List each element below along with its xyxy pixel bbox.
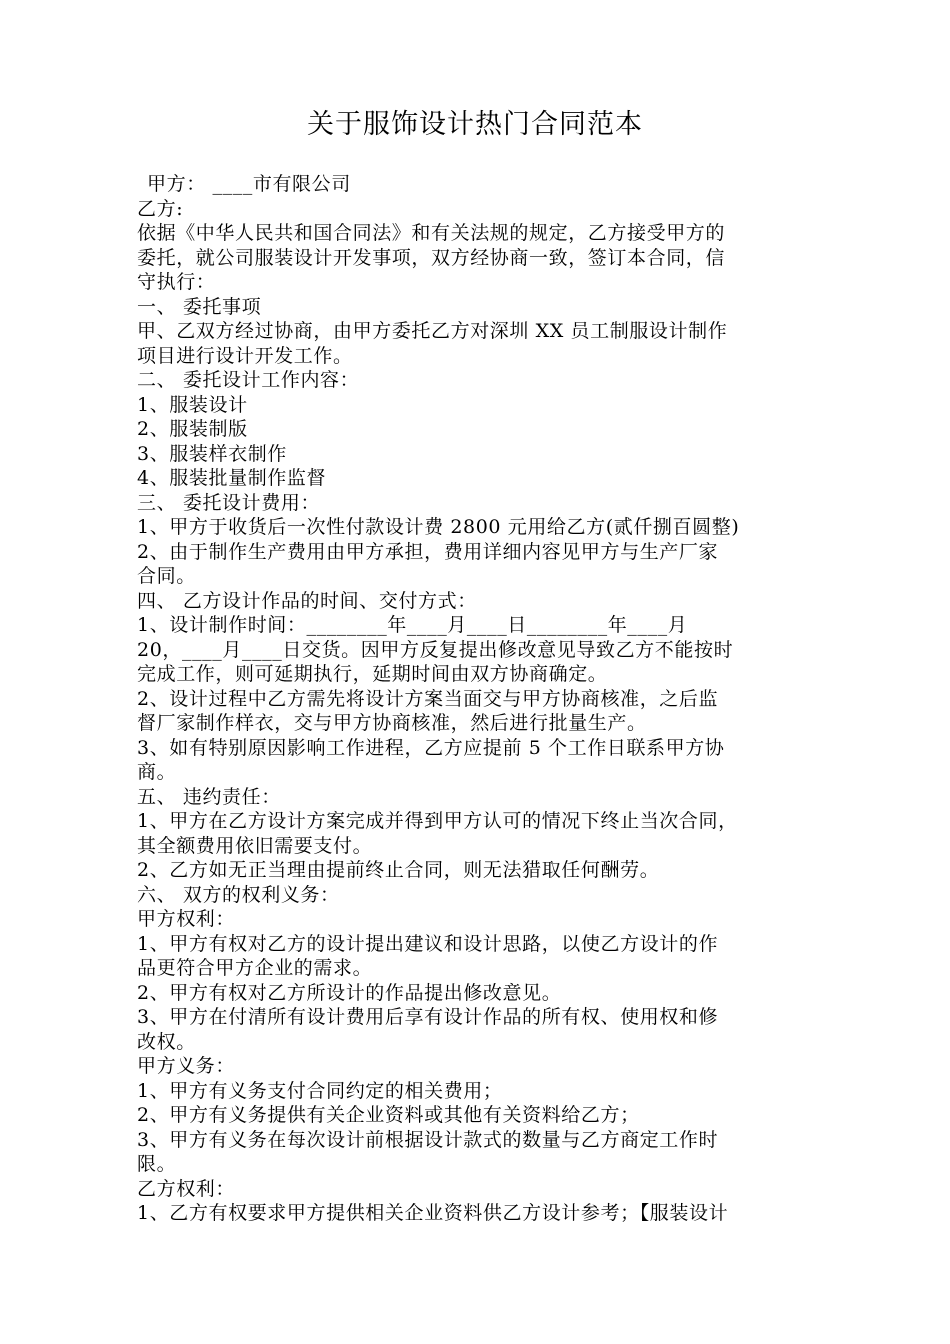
document-line: 商。 [137,761,177,783]
document-line: 3、服装样衣制作 [137,442,287,465]
document-line: 1、乙方有权要求甲方提供相关企业资料供乙方设计参考；【服装设计 [137,1202,729,1224]
document-line: 甲方义务： [137,1055,236,1077]
document-line: 甲方： ____市有限公司 [147,173,351,195]
document-line: 一、 委托事项 [137,295,262,318]
document-line: 2、设计过程中乙方需先将设计方案当面交与甲方协商核准，之后监 [137,687,719,710]
document-line: 依据《中华人民共和国合同法》和有关法规的规定，乙方接受甲方的 [137,222,726,244]
document-line: 1、甲方有义务支付合同约定的相关费用； [137,1079,503,1102]
document-line: 4、服装批量制作监督 [137,467,327,489]
document-line: 其全额费用依旧需要支付。 [137,834,373,857]
document-line: 1、甲方有权对乙方的设计提出建议和设计思路，以使乙方设计的作 [137,932,719,955]
document-line: 甲方权利： [137,908,236,930]
document-line: 限。 [137,1153,177,1175]
document-line: 五、 违约责任： [137,785,281,808]
document-line: 四、 乙方设计作品的时间、交付方式： [137,589,477,612]
document-title: 关于服饰设计热门合同范本 [307,109,643,140]
document-line: 品更符合甲方企业的需求。 [137,957,373,979]
document-line: 2、乙方如无正当理由提前终止合同，则无法猎取任何酬劳。 [137,859,660,881]
document-line: 2、由于制作生产费用由甲方承担，费用详细内容见甲方与生产厂家 [137,540,719,563]
document-line: 委托，就公司服装设计开发事项，双方经协商一致，签订本合同，信 [137,246,726,269]
document-line: 完成工作，则可延期执行，延期时间由双方协商确定。 [137,663,608,685]
document-line: 3、如有特别原因影响工作进程，乙方应提前 5 个工作日联系甲方协 [137,736,725,759]
document-body [137,172,827,1226]
document-line: 守执行： [137,271,216,293]
document-line: 1、甲方在乙方设计方案完成并得到甲方认可的情况下终止当次合同， [137,810,738,832]
document-line: 改权。 [137,1030,196,1053]
document-line: 合同。 [137,565,196,587]
document-line: 项目进行设计开发工作。 [137,344,353,367]
document-line: 乙方权利： [137,1177,236,1200]
document-line: 1、设计制作时间：________年____月____日________年____月 [137,614,688,636]
document-line: 3、甲方在付清所有设计费用后享有设计作品的所有权、使用权和修 [137,1006,719,1028]
document-line: 二、 委托设计工作内容： [137,369,360,391]
document-line: 1、甲方于收货后一次性付款设计费 2800 元用给乙方(贰仟捌百圆整) [137,516,740,538]
document-line: 2、甲方有义务提供有关企业资料或其他有关资料给乙方； [137,1104,640,1126]
document-line: 2、甲方有权对乙方所设计的作品提出修改意见。 [137,981,562,1004]
document-line: 20，____月____日交货。因甲方反复提出修改意见导致乙方不能按时 [137,638,734,661]
document-line: 甲、乙双方经过协商，由甲方委托乙方对深圳 XX 员工制服设计制作 [137,320,728,342]
document-line: 1、服装设计 [137,393,248,416]
document-line: 2、服装制版 [137,418,248,440]
document-line: 三、 委托设计费用： [137,491,321,514]
document-line: 六、 双方的权利义务： [137,883,340,906]
document-line: 乙方: [137,197,184,220]
document-line: 督厂家制作样衣，交与甲方协商核准，然后进行批量生产。 [137,712,647,734]
document-line: 3、甲方有义务在每次设计前根据设计款式的数量与乙方商定工作时 [137,1128,719,1151]
